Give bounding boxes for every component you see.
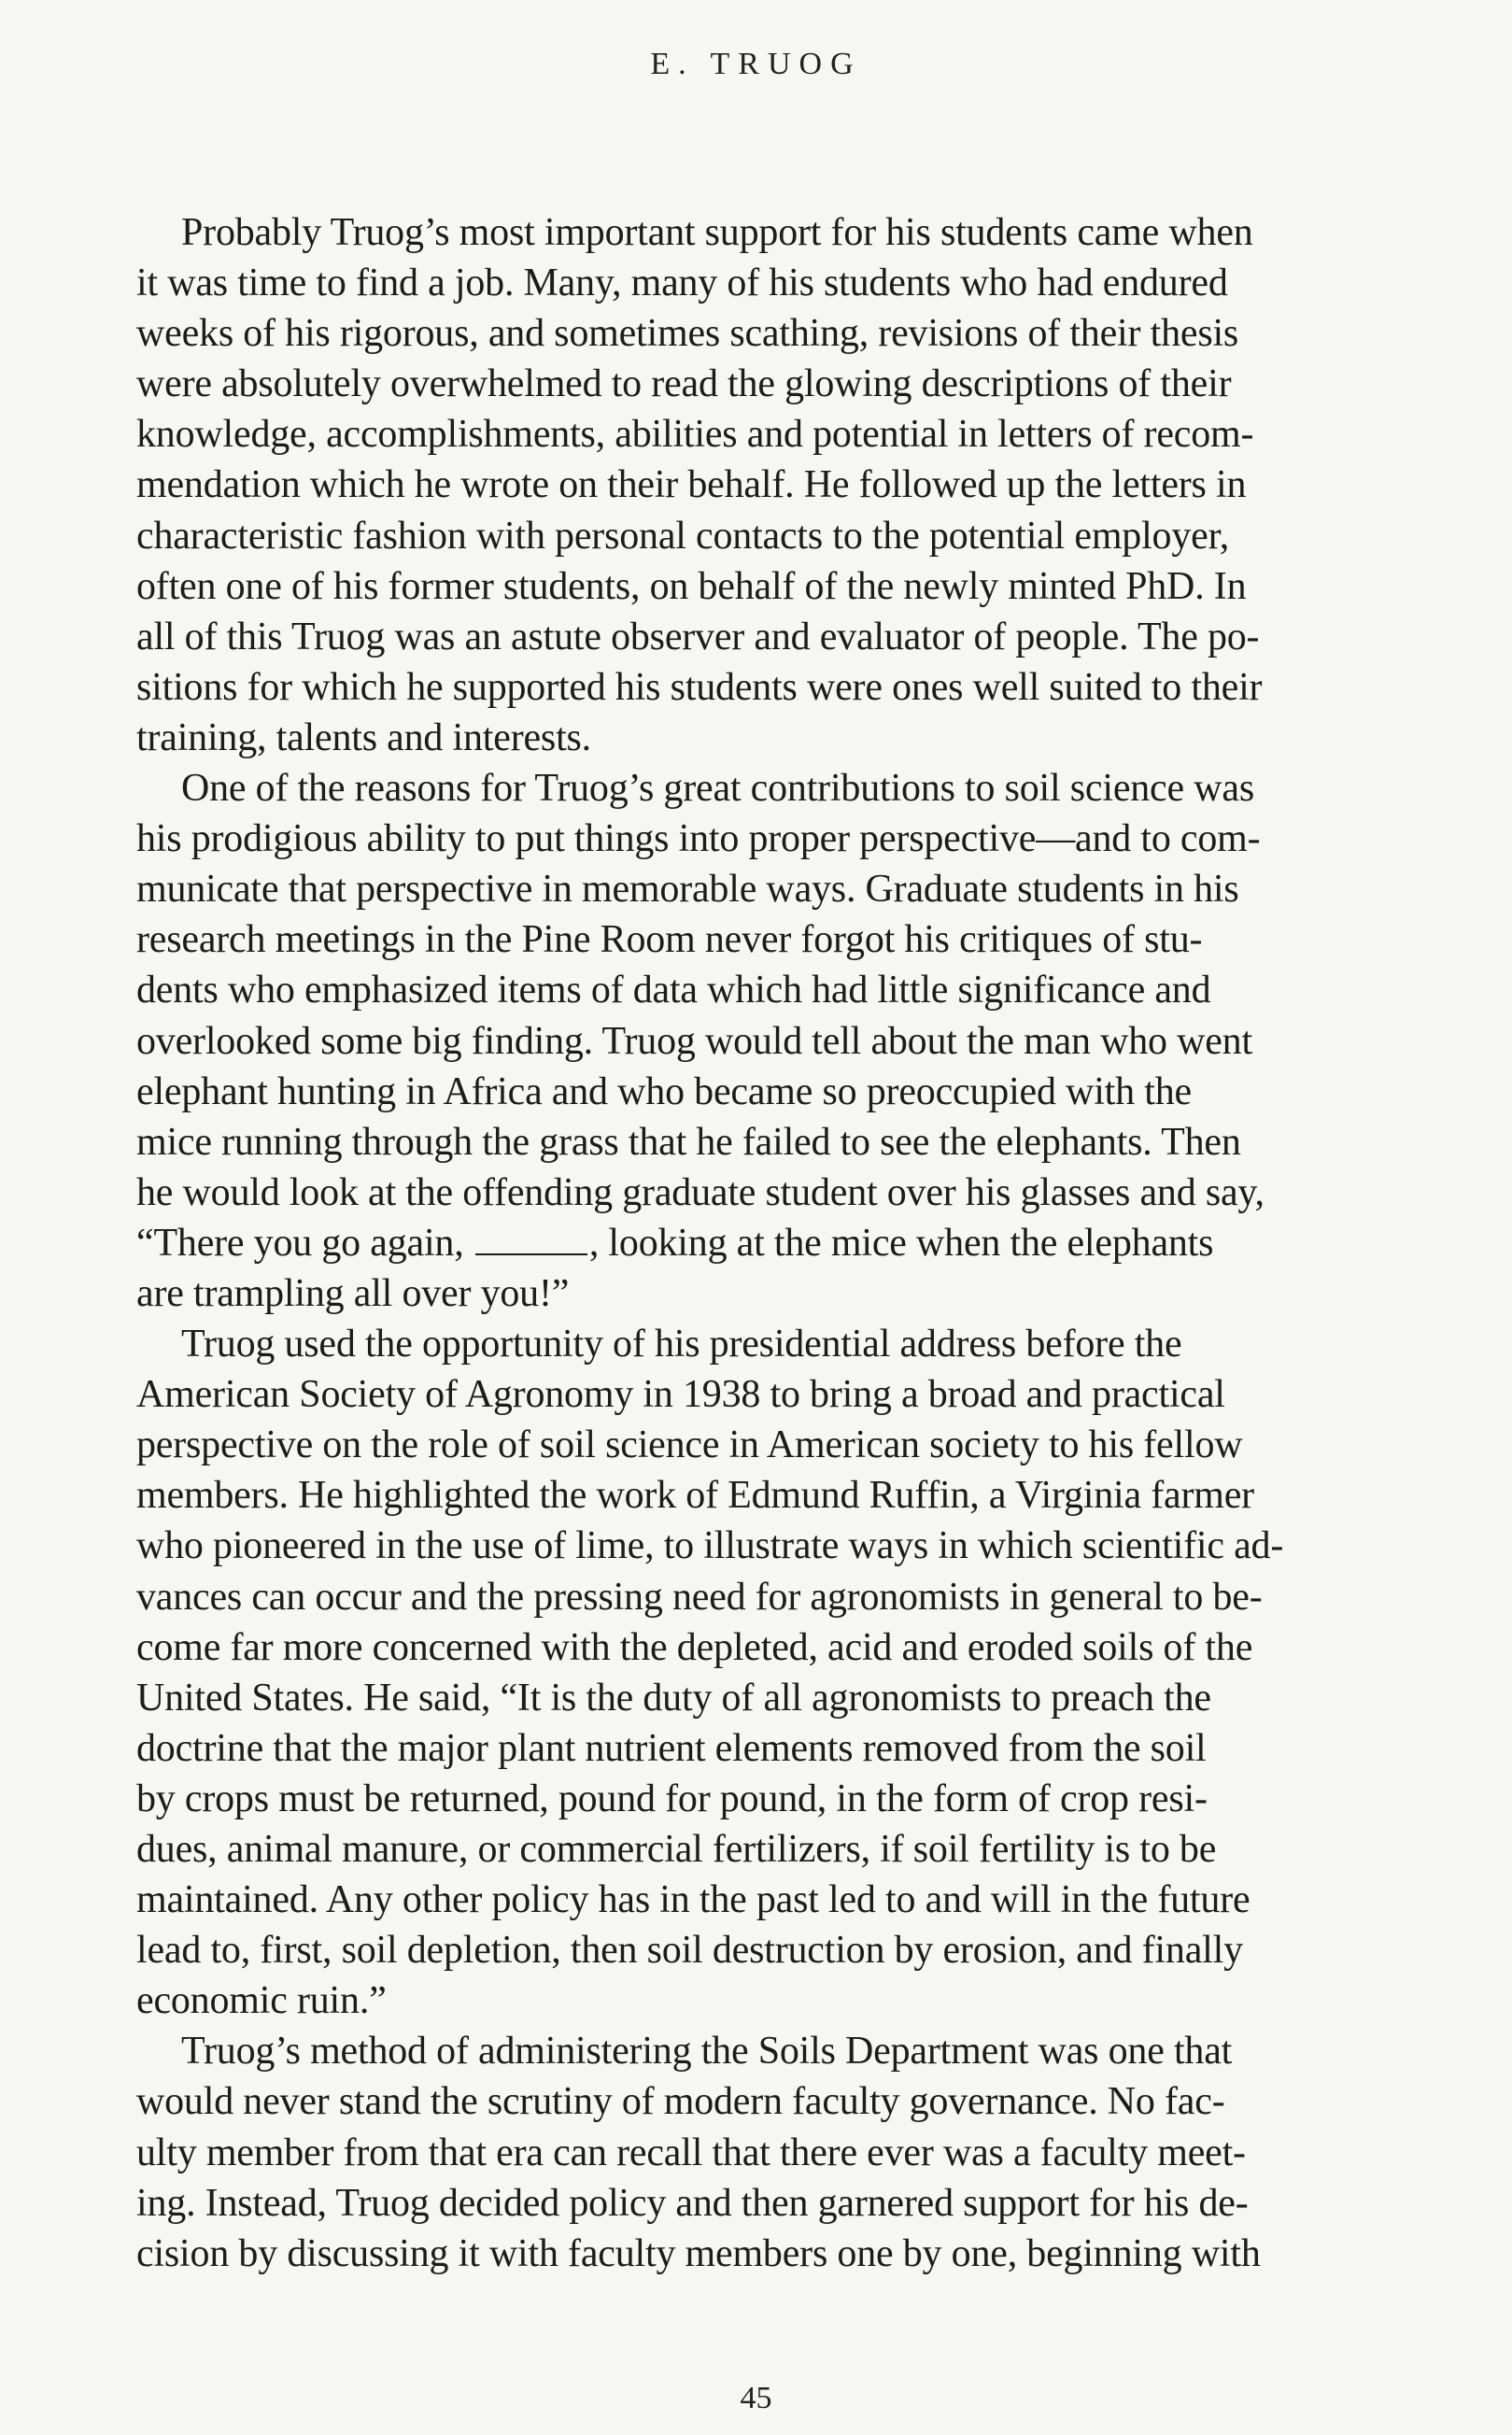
text-line: training, talents and interests.: [136, 715, 591, 759]
paragraph-2: [136, 763, 1371, 1319]
text-line: Truog’s method of administering the Soils Department was one that: [181, 2030, 1233, 2074]
paragraph-1: [136, 207, 1371, 763]
text-line: lead to, first, soil depletion, then soil destruction by erosion, and finally: [136, 1929, 1243, 1973]
text-line: vances can occur and the pressing need for agronomists in general to be-: [136, 1575, 1263, 1619]
text-line: United States. He said, “It is the duty of all agronomists to preach the: [136, 1676, 1211, 1720]
text-line: sitions for which he supported his students were ones well suited to their: [136, 665, 1263, 709]
text-line: often one of his former students, on behalf of the newly minted PhD. In: [136, 564, 1247, 608]
running-head: E. TRUOG: [650, 47, 862, 81]
quote-continue: , looking at the mice when the elephants: [588, 1221, 1214, 1265]
text-line: overlooked some big finding. Truog would tell about the man who went: [136, 1019, 1252, 1063]
text-line: were absolutely overwhelmed to read the glowing descriptions of their: [136, 362, 1232, 406]
text-line: dents who emphasized items of data which had little significance and: [136, 969, 1211, 1012]
text-line: research meetings in the Pine Room never forgot his critiques of stu-: [136, 918, 1203, 962]
text-line: ing. Instead, Truog decided policy and then garnered support for his de-: [136, 2181, 1249, 2225]
text-line: perspective on the role of soil science in American society to his fellow: [136, 1423, 1243, 1467]
body-text: [136, 207, 1371, 2279]
text-line: knowledge, accomplishments, abilities and potential in letters of recom-: [136, 413, 1254, 457]
text-line: mice running through the grass that he failed to see the elephants. Then: [136, 1120, 1241, 1164]
text-line: are trampling all over you!”: [136, 1271, 570, 1315]
text-line: weeks of his rigorous, and sometimes scathing, revisions of their thesis: [136, 312, 1239, 356]
text-line: mendation which he wrote on their behalf. He followed up the letters in: [136, 463, 1247, 507]
text-line: come far more concerned with the depleted, acid and eroded soils of the: [136, 1625, 1253, 1669]
text-line: Probably Truog’s most important support for his students came when: [181, 211, 1253, 254]
text-line: economic ruin.”: [136, 1979, 387, 2023]
text-line: dues, animal manure, or commercial fertilizers, if soil fertility is to be: [136, 1828, 1217, 1871]
text-line: all of this Truog was an astute observer and evaluator of people. The po-: [136, 615, 1260, 658]
text-line: One of the reasons for Truog’s great contributions to soil science was: [181, 767, 1254, 811]
paragraph-4: [136, 2026, 1371, 2278]
text-line: maintained. Any other policy has in the past led to and will in the future: [136, 1878, 1251, 1922]
quote-start: “There you go again,: [136, 1221, 473, 1265]
text-line: municate that perspective in memorable ways. Graduate students in his: [136, 868, 1239, 912]
name-blank: [475, 1222, 587, 1255]
text-line: characteristic fashion with personal contacts to the potential employer,: [136, 514, 1230, 558]
text-line: members. He highlighted the work of Edmund Ruffin, a Virginia farmer: [136, 1474, 1254, 1518]
text-line: elephant hunting in Africa and who became so preoccupied with the: [136, 1069, 1192, 1113]
text-line: doctrine that the major plant nutrient elements removed from the soil: [136, 1726, 1207, 1770]
text-line: American Society of Agronomy in 1938 to bring a broad and practical: [136, 1373, 1225, 1417]
text-line: he would look at the offending graduate student over his glasses and say,: [136, 1170, 1265, 1214]
page-number: 45: [740, 2381, 772, 2415]
text-line: who pioneered in the use of lime, to illustrate ways in which scientific ad-: [136, 1524, 1284, 1568]
text-line-with-blank: [136, 1218, 1371, 1268]
text-line: it was time to find a job. Many, many of his students who had endured: [136, 262, 1228, 305]
text-line: cision by discussing it with faculty members one by one, beginning with: [136, 2231, 1261, 2275]
text-line: by crops must be returned, pound for pound, in the form of crop resi-: [136, 1777, 1208, 1820]
text-line: would never stand the scrutiny of modern faculty governance. No fac-: [136, 2080, 1225, 2124]
text-line: Truog used the opportunity of his presidential address before the: [181, 1323, 1182, 1366]
text-line: ulty member from that era can recall that there ever was a faculty meet-: [136, 2131, 1246, 2174]
text-line: his prodigious ability to put things into proper perspective—and to com-: [136, 817, 1261, 861]
paragraph-3: [136, 1319, 1371, 2026]
